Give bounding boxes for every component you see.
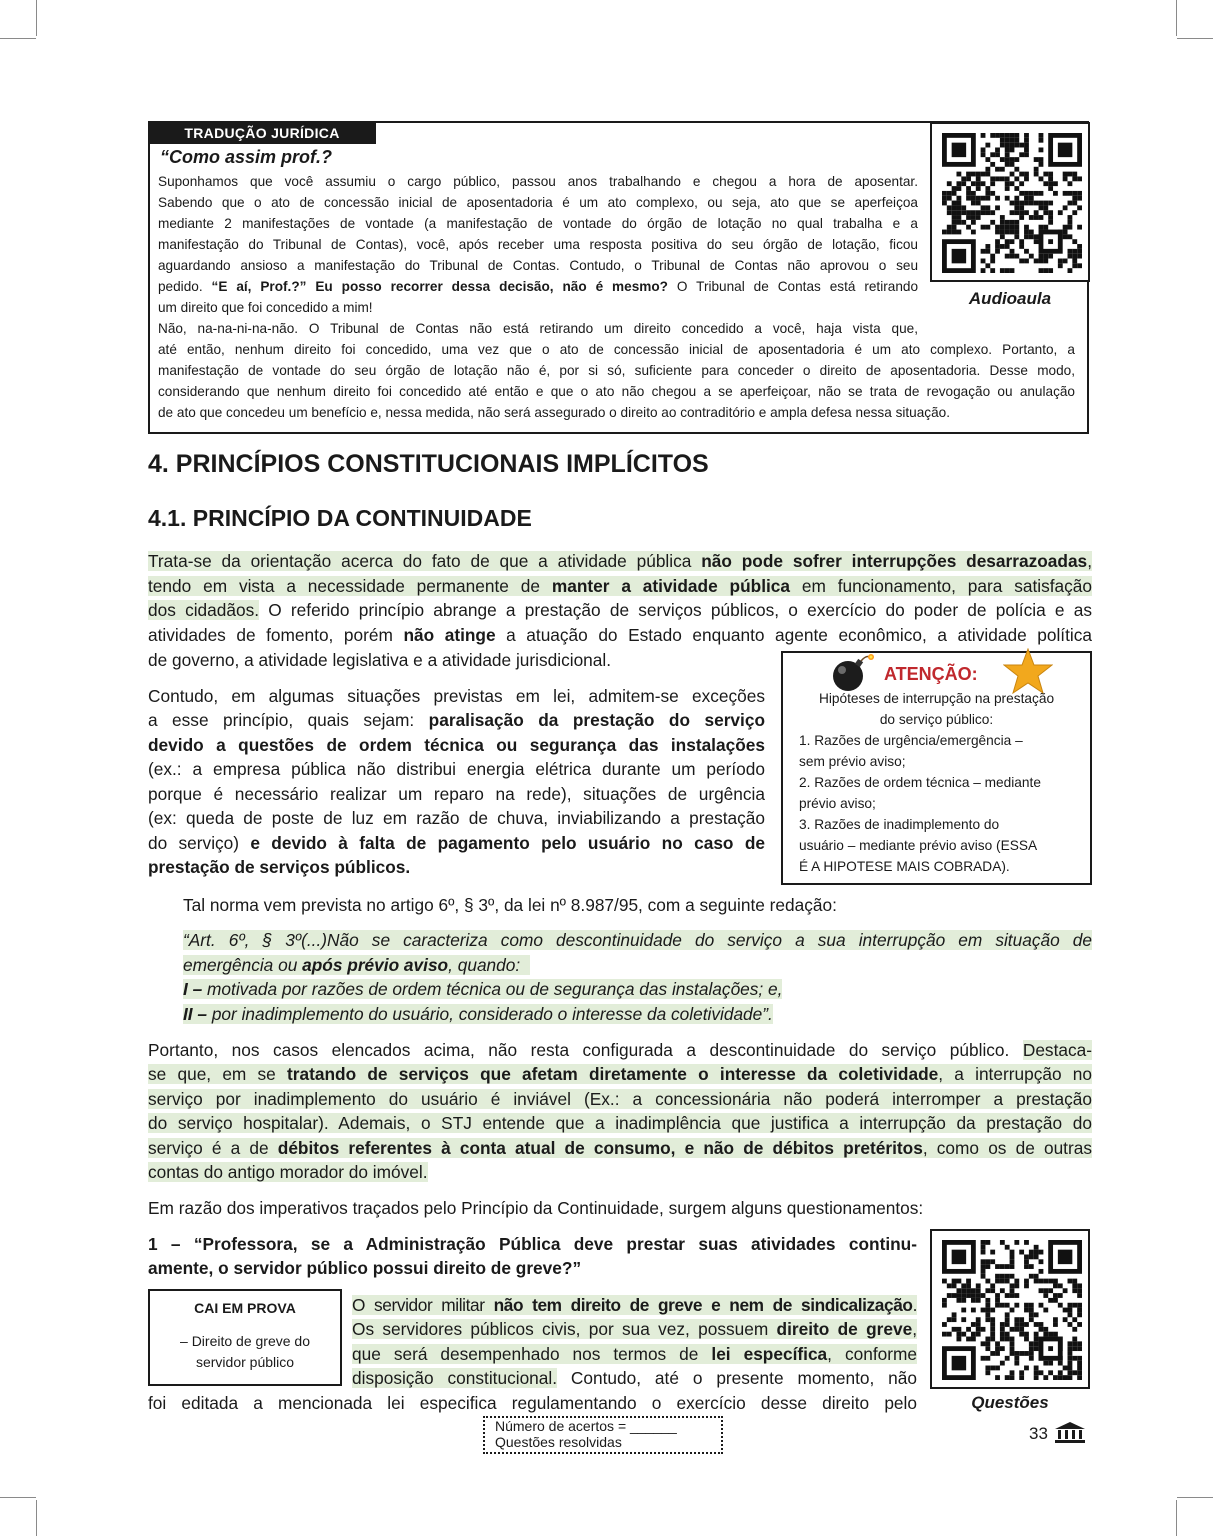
quote-line: “Art. 6º, § 3º(...)Não se caracteriza como descontinuidade do serviço a sua interrupção em situação de <box>183 930 1092 950</box>
law-reference: Tal norma vem prevista no artigo 6º, § 3º, da lei nº 8.987/95, com a seguinte redação: <box>183 895 837 915</box>
paragraph-line: serviço é a de débitos referentes à conta atual de consumo, e não de débitos pretéritos, como os de outras <box>148 1138 1092 1158</box>
crop-mark <box>1176 0 1177 36</box>
traducao-line: Suponhamos que você assumiu o cargo público, passou anos trabalhando e chegou a hora de aposentar. <box>158 174 918 189</box>
paragraph-line: porque é necessário realizar um reparo na rede), situações de urgência <box>148 784 765 804</box>
traducao-line: até então, nenhum direito foi concedido, uma vez que o ato de concessão inicial de aposentadoria é um ato complexo. Portanto, a <box>158 342 1075 357</box>
attention-item: prévio aviso; <box>799 796 876 811</box>
paragraph-line: atividades de fomento, porém não atinge a atuação do Estado enquanto agente econômico, a atividade política <box>148 625 1092 645</box>
quote-line: emergência ou após prévio aviso, quando: <box>183 953 530 978</box>
paragraph-line: Em razão dos imperativos traçados pelo Princípio da Continuidade, surgem alguns questionamentos: <box>148 1198 924 1218</box>
question-line: 1 – “Professora, se a Administração Pública deve prestar suas atividades continu- <box>148 1234 917 1254</box>
traducao-line: Não, na-na-ni-na-não. O Tribunal de Contas não está retirando um direito concedido a você, haja vista que, <box>158 321 918 336</box>
quote-line: I – motivada por razões de ordem técnica ou de segurança das instalações; e, <box>183 979 783 999</box>
traducao-line: Sabendo que o ato de concessão inicial de aposentadoria é um ato complexo, ou seja, ato que se aperfeiçoa <box>158 195 918 210</box>
paragraph-line: (ex.: a empresa pública não distribui energia elétrica durante um período <box>148 759 765 779</box>
paragraph-line: de governo, a atividade legislativa e a atividade jurisdicional. <box>148 650 612 670</box>
traducao-line: aguardando ansioso a manifestação do Tribunal de Contas. Contudo, o Tribunal de Contas não aprovou o seu <box>158 258 918 273</box>
crop-mark <box>1177 38 1213 39</box>
paragraph-line: se que, em se tratando de serviços que afetam diretamente o interesse da coletividade, a interrupção no <box>148 1064 1092 1084</box>
paragraph-line: O servidor militar não tem direito de greve e nem de sindicalização. <box>352 1295 917 1315</box>
score-label: Número de acertos = ______ <box>495 1418 677 1434</box>
paragraph-line: Trata-se da orientação acerca do fato de que a atividade pública não pode sofrer interrupções desarrazoadas, <box>148 551 1092 571</box>
crop-mark <box>36 0 37 36</box>
attention-subtitle: do serviço público: <box>879 712 994 727</box>
audioaula-qr-code[interactable] <box>942 133 1082 273</box>
paragraph-line: do serviço) e devido à falta de pagamento pelo usuário no caso de <box>148 833 765 853</box>
page-number: 33 <box>1029 1424 1048 1443</box>
bomb-icon <box>828 652 878 692</box>
subsection-heading: 4.1. PRINCÍPIO DA CONTINUIDADE <box>148 505 532 531</box>
question-line: amente, o servidor público possui direito de greve?” <box>148 1258 582 1278</box>
attention-item: É A HIPOTESE MAIS COBRADA). <box>799 859 1010 874</box>
crop-mark <box>0 38 36 39</box>
paragraph-line: contas do antigo morador do imóvel. <box>148 1162 428 1182</box>
paragraph-line: prestação de serviços públicos. <box>148 857 411 877</box>
score-label: Questões resolvidas <box>495 1434 622 1450</box>
audioaula-caption: Audioaula <box>968 289 1052 308</box>
traducao-line: um direito que foi concedido a mim! <box>158 300 373 315</box>
crop-mark <box>1176 1500 1177 1536</box>
attention-subtitle: Hipóteses de interrupção na prestação <box>818 691 1055 706</box>
crop-mark <box>0 1497 36 1498</box>
traducao-line: considerando que nenhum direito foi concedido até então e que o ato não chegou a se aperfeiçoar, não se trata de revogação ou anulação <box>158 384 1075 399</box>
paragraph-line: dos cidadãos. O referido princípio abrange a prestação de serviços públicos, o exercício do poder de polícia e as <box>148 600 1092 620</box>
questoes-qr-code[interactable] <box>942 1240 1082 1380</box>
paragraph-line: Contudo, em algumas situações previstas em lei, admitem-se exceções <box>148 686 765 706</box>
paragraph-line: a esse princípio, quais sejam: paralisação da prestação do serviço <box>148 710 766 730</box>
cai-em-prova-title: CAI EM PROVA <box>194 1300 296 1316</box>
temple-icon <box>1054 1421 1086 1443</box>
traducao-line: pedido. “E aí, Prof.?” Eu posso recorrer dessa decisão, não é mesmo? O Tribunal de Contas está retirando <box>158 279 919 294</box>
attention-item: 2. Razões de ordem técnica – mediante <box>799 775 1041 790</box>
paragraph-line: devido a questões de ordem técnica ou segurança das instalações <box>148 735 765 755</box>
paragraph-line: (ex: queda de poste de luz em razão de chuva, inviabilizando a prestação <box>148 808 765 828</box>
questoes-caption: Questões <box>971 1393 1049 1412</box>
traducao-line: manifestação de vontade do seu órgão de lotação não é, por si só, suficiente para conceder o direito de aposentadoria. Desse modo, <box>158 363 1075 378</box>
paragraph-line: serviço por inadimplemento do usuário é inviável (Ex.: a concessionária não poderá interromper a prestação <box>148 1089 1092 1109</box>
crop-mark <box>36 1500 37 1536</box>
traducao-line: mediante 2 manifestações de vontade (a manifestação de vontade do órgão de lotação no qual trabalha e a <box>158 216 918 231</box>
attention-item: 3. Razões de inadimplemento do <box>799 817 1000 832</box>
paragraph-line: foi editada a mencionada lei especifica regulamentando o exercício desse direito pelo <box>148 1393 917 1413</box>
cai-em-prova-text: – Direito de greve do <box>180 1333 310 1349</box>
traducao-label: TRADUÇÃO JURÍDICA <box>148 122 376 144</box>
traducao-line: de ato que concedeu um benefício e, nessa medida, não será assegurado o direito ao contraditório e ampla defesa nessa situação. <box>158 405 950 420</box>
attention-item: usuário – mediante prévio aviso (ESSA <box>799 838 1038 853</box>
paragraph-line: que será desempenhado nos termos de lei específica, conforme <box>352 1344 917 1364</box>
paragraph-line: do serviço hospitalar). Ademais, o STJ entende que a inadimplência que justifica a interrupção da prestação do <box>148 1113 1092 1133</box>
paragraph-line: tendo em vista a necessidade permanente de manter a atividade pública em funcionamento, para satisfação <box>148 576 1093 596</box>
attention-title: ATENÇÃO: <box>884 664 978 684</box>
quote-line: II – por inadimplemento do usuário, considerado o interesse da coletividade”. <box>183 1004 773 1024</box>
traducao-line: manifestação do Tribunal de Contas), você, após receber uma resposta positiva do seu órgão de lotação, ficou <box>158 237 918 252</box>
paragraph-line: Os servidores públicos civis, por sua vez, possuem direito de greve, <box>352 1319 917 1339</box>
cai-em-prova-text: servidor público <box>195 1354 295 1370</box>
section-heading: 4. PRINCÍPIOS CONSTITUCIONAIS IMPLÍCITOS <box>148 450 709 478</box>
crop-mark <box>1177 1497 1213 1498</box>
attention-item: sem prévio aviso; <box>799 754 906 769</box>
paragraph-line: Portanto, nos casos elencados acima, não resta configurada a descontinuidade do serviço público. Destaca- <box>148 1040 1092 1060</box>
paragraph-line: disposição constitucional. Contudo, até o presente momento, não <box>352 1368 917 1388</box>
attention-item: 1. Razões de urgência/emergência – <box>799 733 1023 748</box>
traducao-question: “Como assim prof.? <box>160 147 333 167</box>
